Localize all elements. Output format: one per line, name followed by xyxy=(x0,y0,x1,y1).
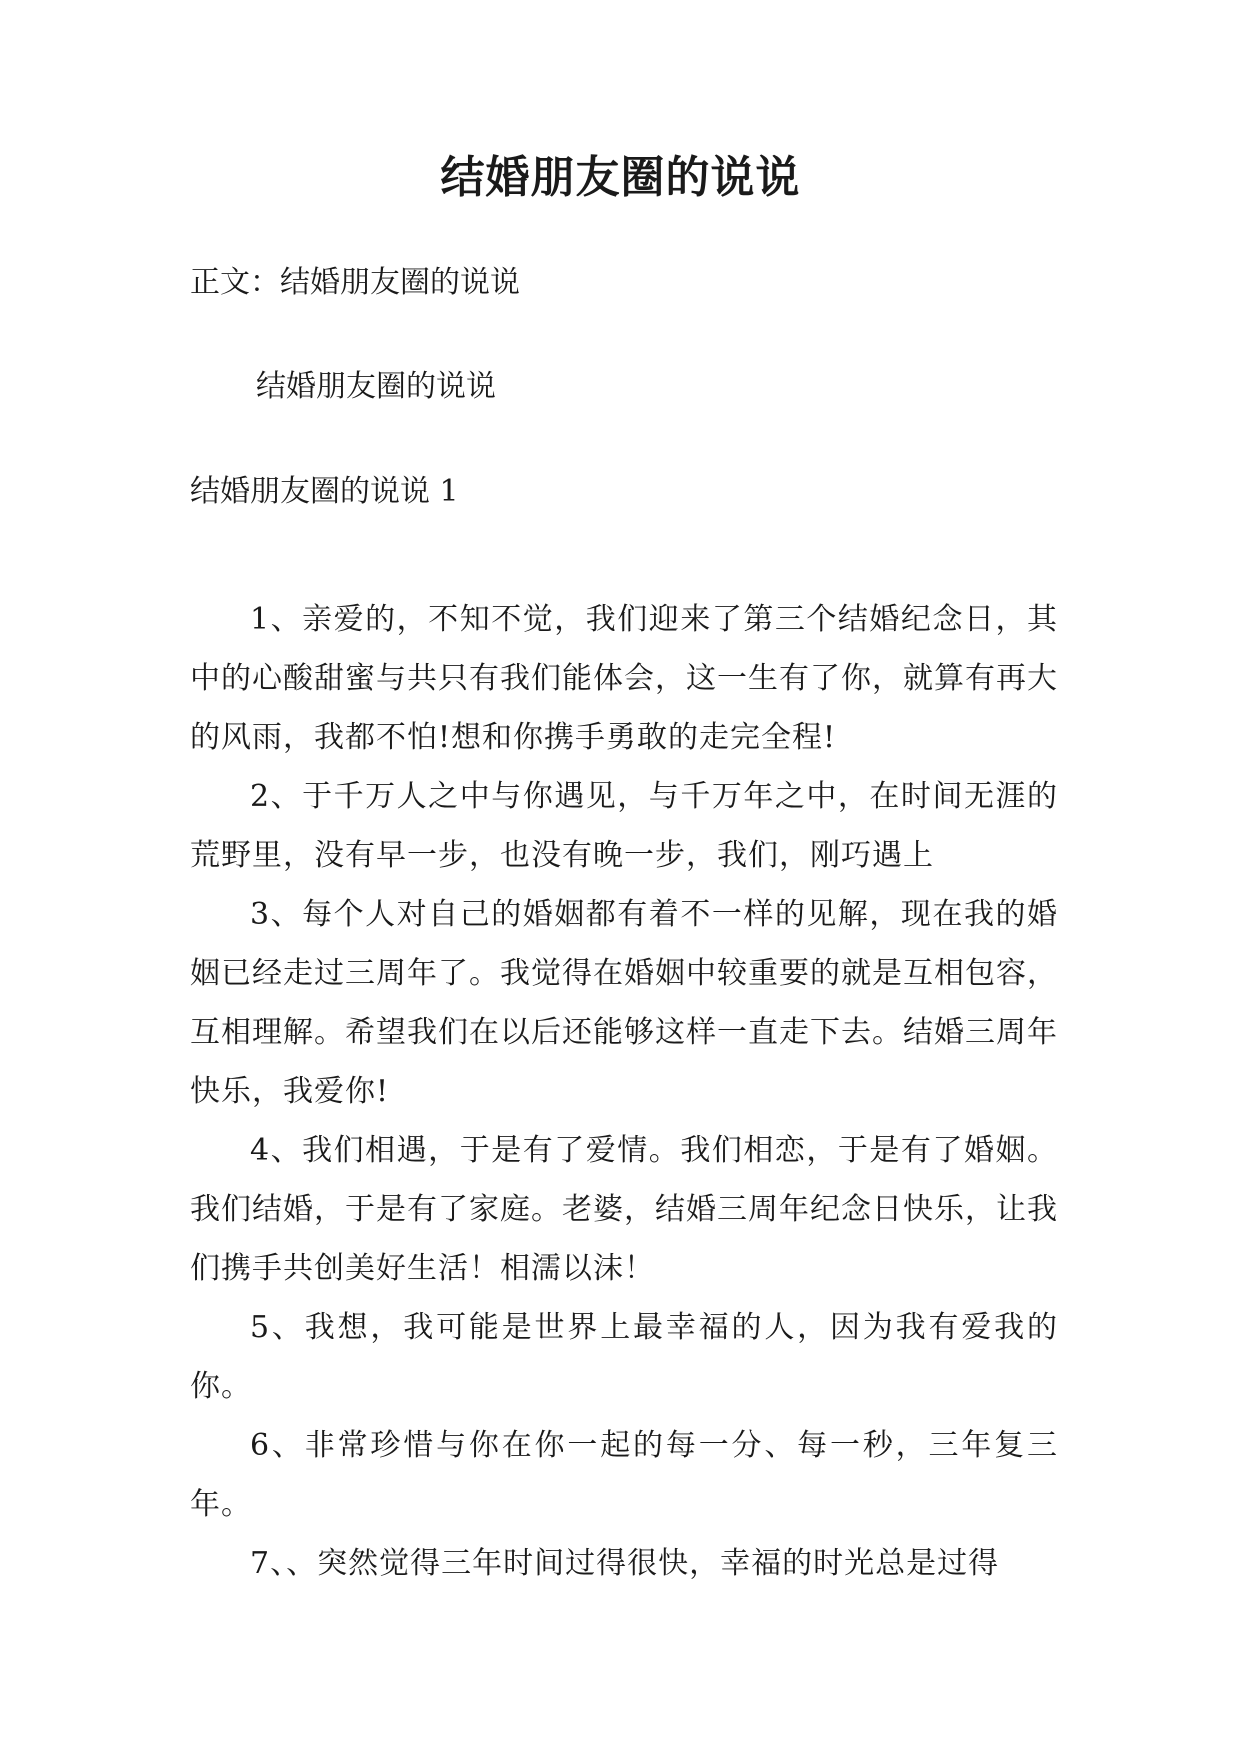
paragraph-1: 1、亲爱的，不知不觉，我们迎来了第三个结婚纪念日，其中的心酸甜蜜与共只有我们能体会，这一生有了你，就算有再大的风雨，我都不怕!想和你携手勇敢的走完全程! xyxy=(190,602,1058,755)
paragraph-7: 7、、突然觉得三年时间过得很快，幸福的时光总是过得 xyxy=(250,1546,1000,1581)
paragraph-5: 5、我想，我可能是世界上最幸福的人，因为我有爱我的你。 xyxy=(190,1310,1058,1404)
paragraph-4: 4、我们相遇，于是有了爱情。我们相恋，于是有了婚姻。我们结婚，于是有了家庭。老婆，结婚三周年纪念日快乐，让我们携手共创美好生活！相濡以沫！ xyxy=(190,1133,1058,1286)
paragraph-3: 3、每个人对自己的婚姻都有着不一样的见解，现在我的婚姻已经走过三周年了。我觉得在婚姻中较重要的就是互相包容，互相理解。希望我们在以后还能够这样一直走下去。结婚三周年快乐，我爱你! xyxy=(190,897,1058,1109)
intro-line: 正文：结婚朋友圈的说说 xyxy=(190,265,520,300)
paragraph-2: 2、于千万人之中与你遇见，与千万年之中，在时间无涯的荒野里，没有早一步，也没有晚一步，我们，刚巧遇上 xyxy=(190,779,1058,873)
document-title: 结婚朋友圈的说说 xyxy=(440,152,801,203)
paragraph-6: 6、非常珍惜与你在你一起的每一分、每一秒，三年复三年。 xyxy=(190,1428,1058,1522)
section-heading: 结婚朋友圈的说说 1 xyxy=(190,474,459,509)
body-text xyxy=(190,590,1058,1593)
subtitle: 结婚朋友圈的说说 xyxy=(256,369,496,404)
